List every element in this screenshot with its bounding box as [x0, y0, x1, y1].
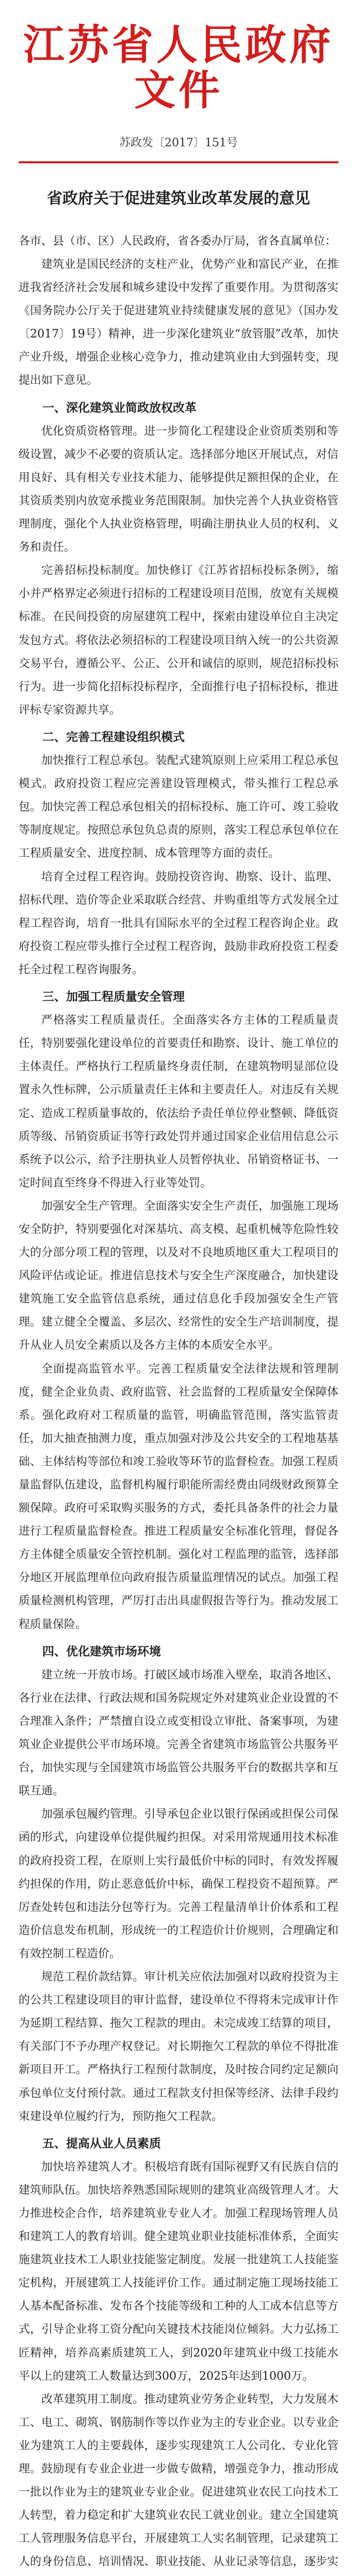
- body-paragraph: 完善招标投标制度。加快修订《江苏省招标投标条例》，缩小并严格界定必须进行招标的工程建设项目范围，放宽有关规模标准。在民间投资的房屋建筑工程中，探索由建设单位自主决定发包方式。将依法必须招标的工程建设项目纳入统一的公共资源交易平台，遵循公平、公正、公开和诚信的原则，规范招标投标行为。进一步简化招标投标程序，全面推行电子招标投标，推进评标专家资源共享。: [19, 564, 338, 717]
- body-paragraph: 加强承包履约管理。引导承包企业以银行保函或担保公司保函的形式，向建设单位提供履约担保。对采用常规通用技术标准的政府投资工程，在原则上实行最低价中标的同时，有效发挥履约担保的作用，防止恶意低价中标，确保工程投资不超预算。严厉查处转包和违法分包等行为。完善工程量清单计价体系和工程造价信息发布机制，形成统一的工程造价计价规则，合理确定和有效控制工程造价。: [19, 1808, 338, 1960]
- section-heading: 五、提高从业人员素质: [42, 2136, 161, 2150]
- red-divider: [19, 161, 338, 163]
- body-paragraph: 改革建筑用工制度。推动建筑业劳务企业转型，大力发展木工、电工、砌筑、钢筋制作等以作业为主的专业企业。以专业企业为建筑工人的主要载体，逐步实现建筑工人公司化、专业化管理。鼓励现有专业企业进一步做专做精，增强竞争力，推动形成一批以作业为主的建筑业专业企业。促进建筑业农民工向技术工人转型，着力稳定和扩大建筑业农民工就业创业。建立全国建筑工人管理服务信息平台，开展建筑工人实名制管理，记录建筑工人的身份信息、培训情况、职业技能、从业记录等信息，逐步实: [19, 2393, 338, 2569]
- intro-paragraph: 建筑业是国民经济的支柱产业，优势产业和富民产业，在推进我省经济社会发展和城乡建设中发挥了重要作用。为贯彻落实《国务院办公厅关于促进建筑业持续健康发展的意见》（国办发〔2017〕19号）精神，进一步深化建筑业“放管服”改革，加快产业升级，增强企业核心竞争力，推动建筑业由大到强转变，现提出如下意见。: [19, 258, 338, 387]
- body-paragraph: 优化资质资格管理。进一步简化工程建设企业资质类别和等级设置，减少不必要的资质认定。选择部分地区开展试点，对信用良好、具有相关专业技术能力、能够提供足额担保的企业，在其资质类别内放宽承揽业务范围限制。加快完善个人执业资格管理制度，强化个人执业资格管理，明确注册执业人员的权利、义务和责任。: [19, 425, 338, 554]
- section-heading: 四、优化建筑市场环境: [42, 1644, 161, 1658]
- section-heading: 二、完善工程建设组织模式: [42, 730, 185, 744]
- body-paragraph: 加强安全生产管理。全面落实安全生产责任，加强施工现场安全防护，特别要强化对深基坑、高支模、起重机械等危险性较大的分部分项工程的管理，以及对不良地质地区重大工程项目的风险评估或论证。推进信息技术与安全生产深度融合，加快建设建筑施工安全监管信息系统，通过信息化手段加强安全生产管理。建立健全全覆盖、多层次、经常性的安全生产培训制度，提升从业人员安全素质以及各方主体的本质安全水平。: [19, 1199, 338, 1352]
- body-paragraph: 加快培养建筑人才。积极培育既有国际视野又有民族自信的建筑师队伍。加快培养熟悉国际规则的建筑业高级管理人才。大力推进校企合作，培养建筑业专业人才。加强工程现场管理人员和建筑工人的教育培训。健全建筑业职业技能标准体系，全面实施建筑业技术工人职业技能鉴定制度。发展一批建筑工人技能鉴定机构，开展建筑工人技能评价工作。通过制定施工现场技能工人基本配备标准、发布各个技能等级和工种的人工成本信息等方式，引导企业将工资分配向关键技术技能岗位倾斜。大力弘扬工匠精神，培养高素质建筑工人，到2020年建筑业中级工技能水平以上的建筑工人数量达到300万，2025年达到1000万。: [19, 2160, 338, 2383]
- body-paragraph: 建立统一开放市场。打破区域市场准入壁垒，取消各地区、各行业在法律、行政法规和国务院规定外对建筑业企业设置的不合理准入条件；严禁擅自设立或变相设立审批、备案事项，为建筑业企业提供公平市场环境。完善全省建筑市场监管公共服务平台，加快实现与全国建筑市场监管公共服务平台的数据共享和互联互通。: [19, 1668, 338, 1798]
- body-paragraph: 全面提高监管水平。完善工程质量安全法律法规和管理制度，健全企业负责、政府监管、社会监督的工程质量安全保障体系。强化政府对工程质量的监管，明确监管范围，落实监管责任，加大抽查抽测力度，重点加强对涉及公共安全的工程地基基础、主体结构等部位和竣工验收等环节的监督检查。加强工程质量监督队伍建设，监督机构履行职能所需经费由同级财政预算全额保障。政府可采取购买服务的方式，委托具备条件的社会力量进行工程质量监督检查。推进工程质量安全标准化管理，督促各方主体健全质量安全管控机制。强化对工程监理的监管，选择部分地区开展监理单位向政府报告质量监理情况的试点。加强工程质量检测机构管理，严厉打击出具虚假报告等行为。推动发展工程质量保险。: [19, 1362, 338, 1631]
- document-number: 苏政发〔2017〕151号: [119, 137, 238, 149]
- body-paragraph: 严格落实工程质量责任。全面落实各方主体的工程质量责任，特别要强化建设单位的首要责任和勘察、设计、施工单位的主体责任。严格执行工程质量终身责任制，在建筑物明显部位设置永久性标牌，公示质量责任主体和主要责任人。对违反有关规定、造成工程质量事故的，依法给予责任单位停业整顿、降低资质等级、吊销资质证书等行政处罚并通过国家企业信用信息公示系统予以公示，给予注册执业人员暂停执业、吊销资格证书、一定时间直至终身不得进入行业等处罚。: [19, 1014, 338, 1190]
- document-body: [19, 253, 338, 2576]
- recipients-line: 各市、县（市、区）人民政府，省各委办厅局，省各直属单位：: [19, 235, 337, 248]
- section-heading: 一、深化建筑业简政放权改革: [42, 400, 197, 415]
- body-paragraph: 培育全过程工程咨询。鼓励投资咨询、勘察、设计、监理、招标代理、造价等企业采取联合经营、并购重组等方式发展全过程工程咨询，培育一批具有国际水平的全过程工程咨询企业。政府投资工程应带头推行全过程工程咨询，鼓励非政府投资工程委托全过程工程咨询服务。: [19, 870, 338, 976]
- masthead: 江苏省人民政府文件: [23, 21, 334, 114]
- body-paragraph: 加快推行工程总承包。装配式建筑原则上应采用工程总承包模式。政府投资工程应完善建设管理模式，带头推行工程总承包。加快完善工程总承包相关的招标投标、施工许可、竣工验收等制度规定。按照总承包负总责的原则，落实工程总承包单位在工程质量安全、进度控制、成本管理等方面的责任。: [19, 754, 338, 860]
- document-title: 省政府关于促进建筑业改革发展的意见: [47, 190, 310, 208]
- section-heading: 三、加强工程质量安全管理: [42, 990, 185, 1004]
- body-paragraph: 规范工程价款结算。审计机关应依法加强对以政府投资为主的公共工程建设项目的审计监督，建设单位不得将未完成审计作为延期工程结算、拖欠工程款的理由。未完成竣工结算的项目，有关部门不予办理产权登记。对长期拖欠工程款的单位不得批准新项目开工。严格执行工程预付款制度，及时按合同约定足额向承包单位支付预付款。通过工程款支付担保等经济、法律手段约束建设单位履约行为，预防拖欠工程款。: [19, 1971, 338, 2123]
